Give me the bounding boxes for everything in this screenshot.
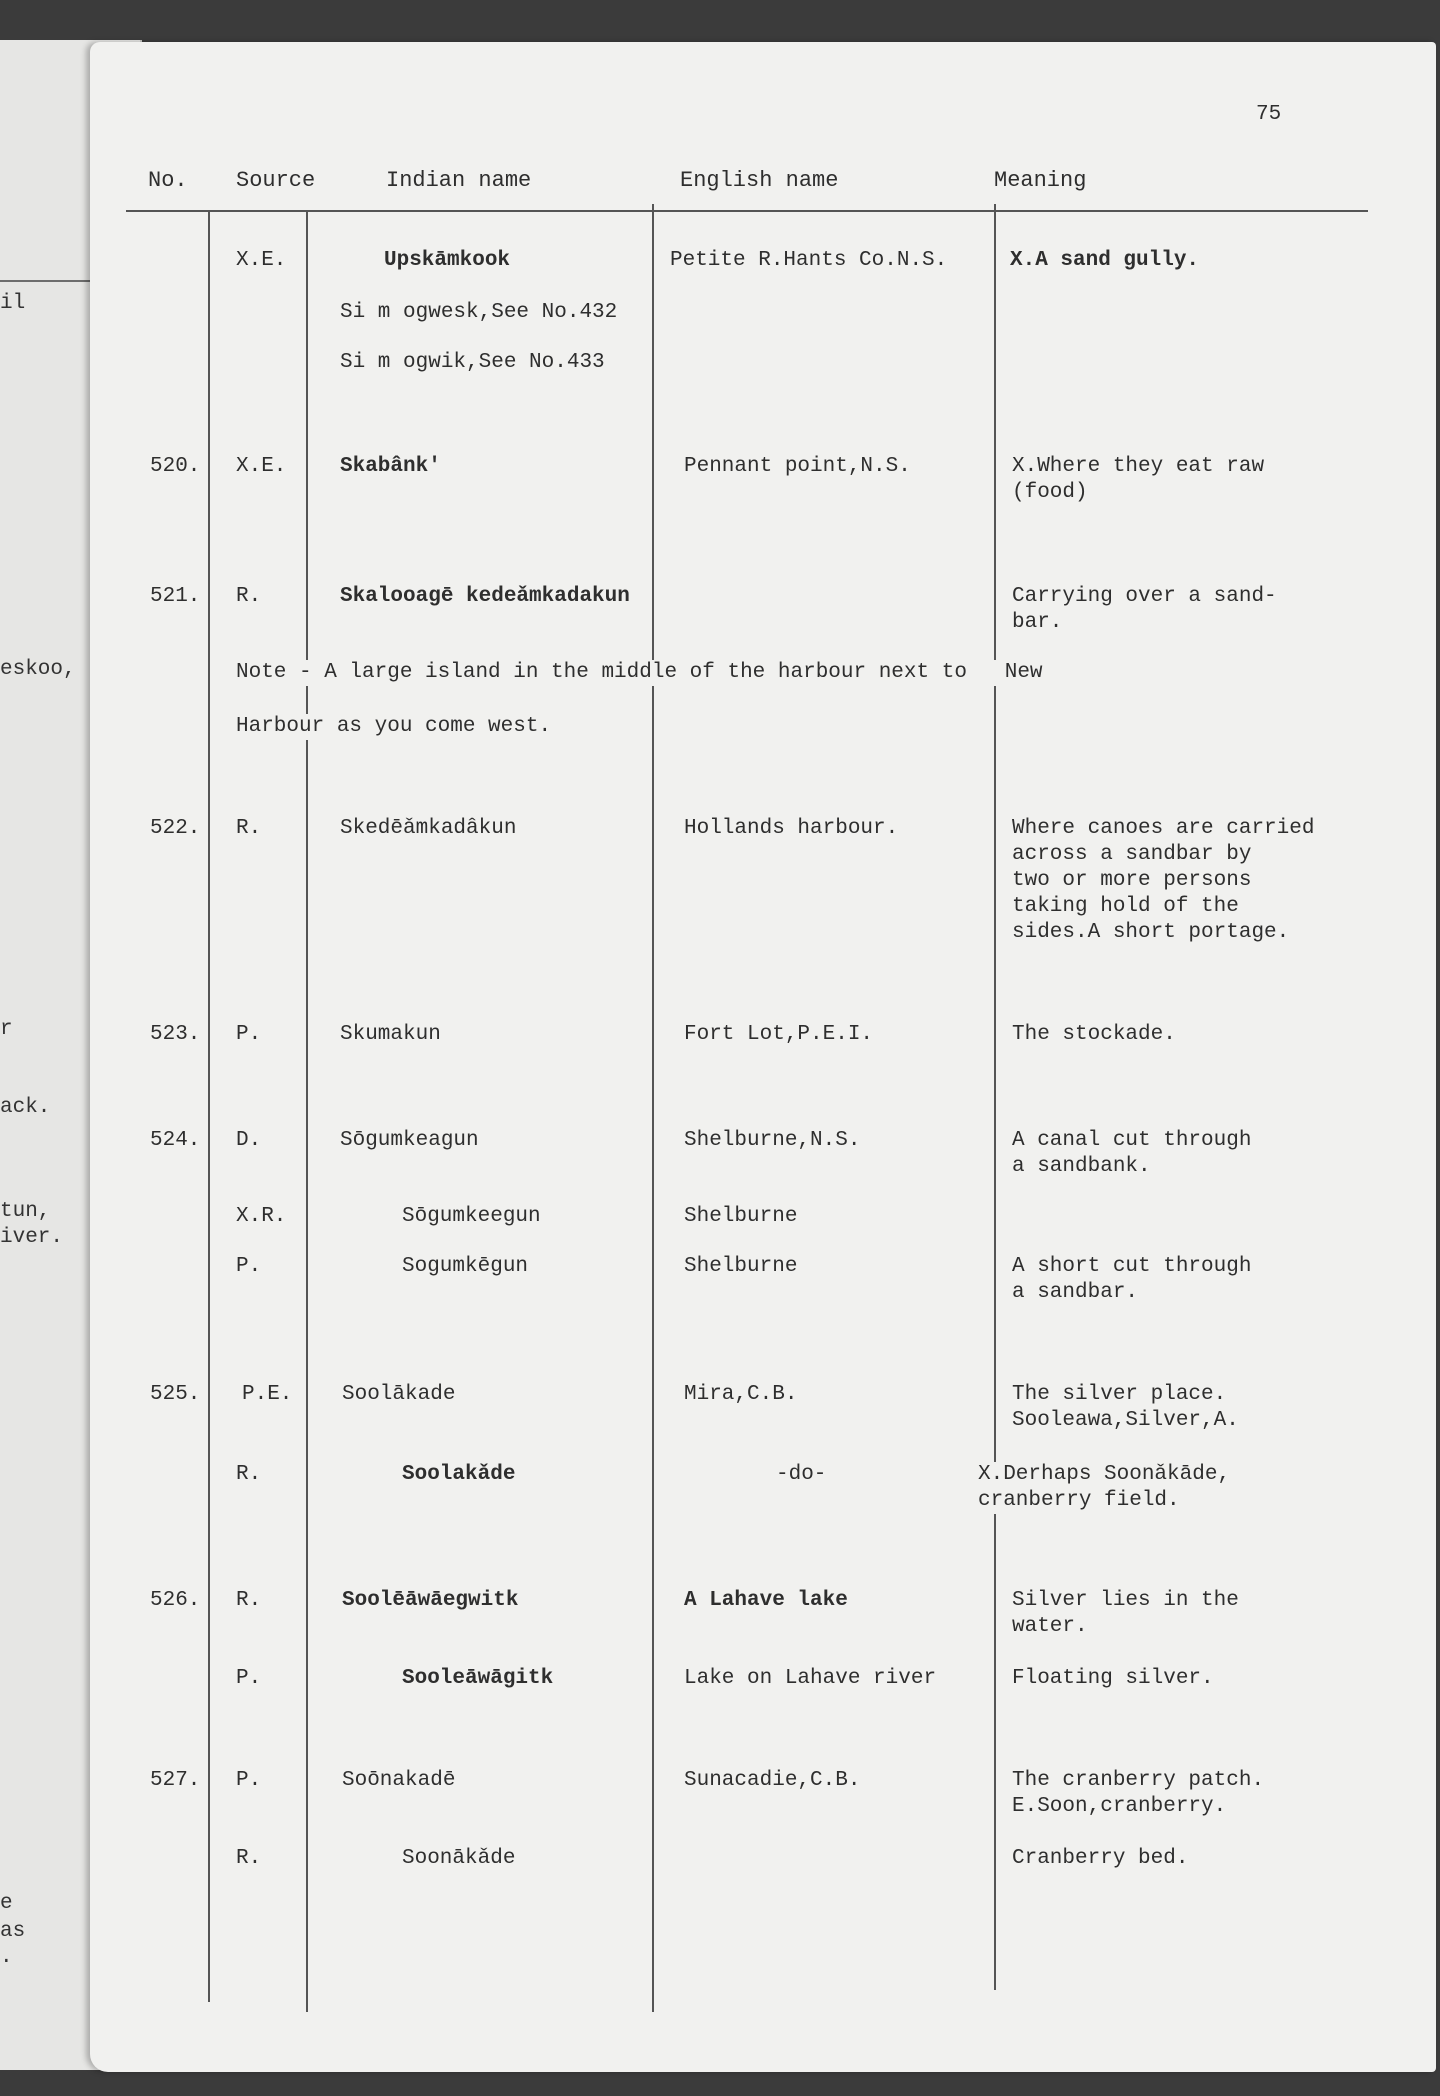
entry-meaning: X.Derhaps Soonǎkāde, cranberry field. — [978, 1463, 1231, 1512]
entry-source: R. — [236, 1847, 262, 1870]
entry-number: 525. — [150, 1383, 201, 1406]
left-fragment: ack. — [0, 1096, 51, 1119]
column-rule — [208, 212, 210, 2002]
entry-english-name: -do- — [776, 1463, 827, 1486]
entry-indian-name: Skabânk' — [340, 455, 441, 478]
column-rule — [652, 204, 654, 2012]
entry-meaning: X.A sand gully. — [1010, 249, 1200, 272]
entry-english-name: Mira,C.B. — [684, 1383, 798, 1406]
entry-number: 523. — [150, 1023, 201, 1046]
column-rule — [994, 204, 996, 1990]
entry-source: P. — [236, 1667, 262, 1690]
entry-source: D. — [236, 1129, 262, 1152]
entry-note: Harbour as you come west. — [236, 715, 552, 738]
entry-source: P. — [236, 1255, 262, 1278]
entry-meaning: Where canoes are carried across a sandbar by two or more persons taking hold of the sides.A short portage. — [1012, 817, 1315, 944]
entry-english-name: Sunacadie,C.B. — [684, 1769, 861, 1792]
entry-number: 526. — [150, 1589, 201, 1612]
entry-number: 527. — [150, 1769, 201, 1792]
entry-source: X.E. — [236, 455, 287, 478]
entry-source: R. — [236, 585, 262, 608]
left-fragment: tun, — [0, 1200, 51, 1223]
entry-meaning: A short cut through a sandbar. — [1012, 1255, 1252, 1304]
entry-english-name: A Lahave lake — [684, 1589, 848, 1612]
entry-meaning: A canal cut through a sandbank. — [1012, 1129, 1252, 1178]
entry-source: P. — [236, 1023, 262, 1046]
entry-meaning: The stockade. — [1012, 1023, 1176, 1046]
entry-indian-name: Sōgumkeegun — [402, 1205, 541, 1228]
left-fragment: iver. — [0, 1226, 64, 1249]
entry-english-name: Shelburne,N.S. — [684, 1129, 861, 1152]
entry-source: R. — [236, 1589, 262, 1612]
entry-english-name: Shelburne — [684, 1205, 798, 1228]
entry-meaning: The silver place. Sooleawa,Silver,A. — [1012, 1383, 1239, 1432]
left-fragment: e — [0, 1892, 13, 1915]
column-rule — [306, 212, 308, 2012]
header-english-name: English name — [680, 168, 839, 193]
header-indian-name: Indian name — [386, 168, 532, 193]
header-rule — [126, 210, 1368, 212]
entry-source: P.E. — [242, 1383, 293, 1406]
entry-english-name: Lake on Lahave river — [684, 1667, 937, 1690]
left-fragment: as — [0, 1920, 26, 1943]
entry-indian-name: Sōgumkeagun — [340, 1129, 479, 1152]
entry-english-name: Shelburne — [684, 1255, 798, 1278]
entry-source: R. — [236, 1463, 262, 1486]
left-fragment: . — [0, 1946, 13, 1969]
entry-english-name: Pennant point,N.S. — [684, 455, 911, 478]
entry-indian-name: Skalooagē kedeǎmkadakun — [340, 585, 630, 608]
entry-indian-name: Soonākǎde — [402, 1847, 516, 1870]
entry-number: 522. — [150, 817, 201, 840]
left-fragment: r — [0, 1018, 13, 1041]
entry-english-name: Hollands harbour. — [684, 817, 899, 840]
entry-note: Note - A large island in the middle of the harbour next to New — [236, 661, 1043, 684]
header-no: No. — [148, 168, 188, 193]
entry-meaning: X.Where they eat raw (food) — [1012, 455, 1265, 504]
entry-meaning: Silver lies in the water. — [1012, 1589, 1239, 1638]
entry-source: X.E. — [236, 249, 287, 272]
entry-indian-name: Sogumkēgun — [402, 1255, 529, 1278]
left-fragment: il — [0, 292, 26, 315]
entry-meaning: Carrying over a sand- bar. — [1012, 585, 1277, 634]
entry-indian-name: Soolakǎde — [402, 1463, 516, 1486]
entry-source: X.R. — [236, 1205, 287, 1228]
entry-indian-name: Upskāmkook — [384, 249, 511, 272]
entry-indian-name: Si m ogwik,See No.433 — [340, 351, 605, 374]
entry-english-name: Fort Lot,P.E.I. — [684, 1023, 874, 1046]
entry-number: 521. — [150, 585, 201, 608]
entry-source: R. — [236, 817, 262, 840]
page-number: 75 — [1256, 103, 1282, 126]
entry-indian-name: Skumakun — [340, 1023, 441, 1046]
header-meaning: Meaning — [994, 168, 1087, 193]
entry-english-name: Petite R.Hants Co.N.S. — [670, 249, 948, 272]
entry-number: 520. — [150, 455, 201, 478]
entry-meaning: The cranberry patch. E.Soon,cranberry. — [1012, 1769, 1265, 1818]
entry-meaning: Floating silver. — [1012, 1667, 1214, 1690]
entry-number: 524. — [150, 1129, 201, 1152]
header-source: Source — [236, 168, 316, 193]
entry-indian-name: Si m ogwesk,See No.432 — [340, 301, 618, 324]
entry-meaning: Cranberry bed. — [1012, 1847, 1189, 1870]
entry-indian-name: Soōnakadē — [342, 1769, 456, 1792]
entry-indian-name: Skedēǎmkadâkun — [340, 817, 517, 840]
left-fragment: eskoo, — [0, 658, 76, 681]
entry-source: P. — [236, 1769, 262, 1792]
entry-indian-name: Soolākade — [342, 1383, 456, 1406]
entry-indian-name: Sooleāwāgitk — [402, 1667, 554, 1690]
entry-indian-name: Soolēāwāegwitk — [342, 1589, 519, 1612]
